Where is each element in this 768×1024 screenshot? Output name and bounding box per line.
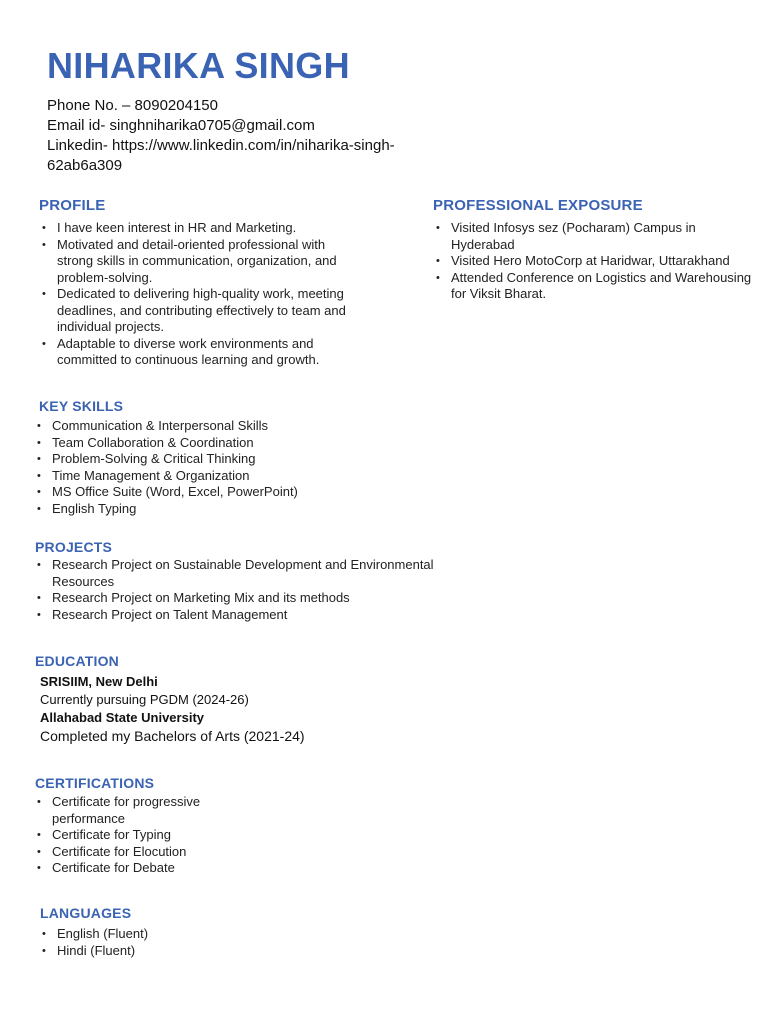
exposure-list: [433, 220, 753, 303]
projects-list: [34, 557, 459, 623]
education-heading: EDUCATION: [35, 653, 119, 669]
exposure-heading: PROFESSIONAL EXPOSURE: [433, 197, 643, 214]
list-item: • Dedicated to delivering high-quality work, meeting deadlines, and contributing effectively to team and individual projects.: [39, 286, 349, 336]
list-item: • I have keen interest in HR and Marketing.: [39, 220, 349, 237]
skills-heading: KEY SKILLS: [39, 398, 124, 414]
list-item: • Certificate for Elocution: [34, 844, 234, 861]
email-address: Email id- singhniharika0705@gmail.com: [47, 117, 315, 134]
languages-list: [39, 926, 239, 959]
list-item: • Visited Hero MotoCorp at Haridwar, Uttarakhand: [433, 253, 753, 270]
list-item: • Adaptable to diverse work environments and committed to continuous learning and growth.: [39, 336, 349, 369]
list-item: • Problem-Solving & Critical Thinking: [34, 451, 434, 468]
list-item: • Research Project on Talent Management: [34, 607, 459, 624]
profile-heading: PROFILE: [39, 197, 106, 214]
education-detail-2: Completed my Bachelors of Arts (2021-24): [40, 728, 305, 744]
profile-list: [39, 220, 349, 369]
list-item: • Research Project on Sustainable Development and Environmental Resources: [34, 557, 459, 590]
list-item: • Motivated and detail-oriented professional with strong skills in communication, organization, and problem-solving.: [39, 237, 349, 287]
list-item: • MS Office Suite (Word, Excel, PowerPoint): [34, 484, 434, 501]
linkedin-url-line1: Linkedin- https://www.linkedin.com/in/niharika-singh-: [47, 137, 395, 154]
list-item: • English (Fluent): [39, 926, 239, 943]
education-detail-1: Currently pursuing PGDM (2024-26): [40, 692, 249, 707]
languages-heading: LANGUAGES: [40, 905, 132, 921]
phone-number: Phone No. – 8090204150: [47, 97, 218, 114]
list-item: • Certificate for progressive performance: [34, 794, 234, 827]
certifications-heading: CERTIFICATIONS: [35, 775, 155, 791]
list-item: • Certificate for Typing: [34, 827, 234, 844]
list-item: • Communication & Interpersonal Skills: [34, 418, 434, 435]
list-item: • Research Project on Marketing Mix and its methods: [34, 590, 459, 607]
list-item: • Hindi (Fluent): [39, 943, 239, 960]
list-item: • English Typing: [34, 501, 434, 518]
certifications-list: [34, 794, 234, 877]
list-item: • Visited Infosys sez (Pocharam) Campus in Hyderabad: [433, 220, 753, 253]
education-school-1: SRISIIM, New Delhi: [40, 674, 158, 689]
list-item: • Attended Conference on Logistics and Warehousing for Viksit Bharat.: [433, 270, 753, 303]
skills-list: [34, 418, 434, 517]
list-item: • Time Management & Organization: [34, 468, 434, 485]
projects-heading: PROJECTS: [35, 539, 113, 555]
linkedin-url-line2: 62ab6a309: [47, 157, 123, 174]
candidate-name: NIHARIKA SINGH: [47, 45, 350, 86]
list-item: • Certificate for Debate: [34, 860, 234, 877]
list-item: • Team Collaboration & Coordination: [34, 435, 434, 452]
education-school-2: Allahabad State University: [40, 710, 204, 725]
